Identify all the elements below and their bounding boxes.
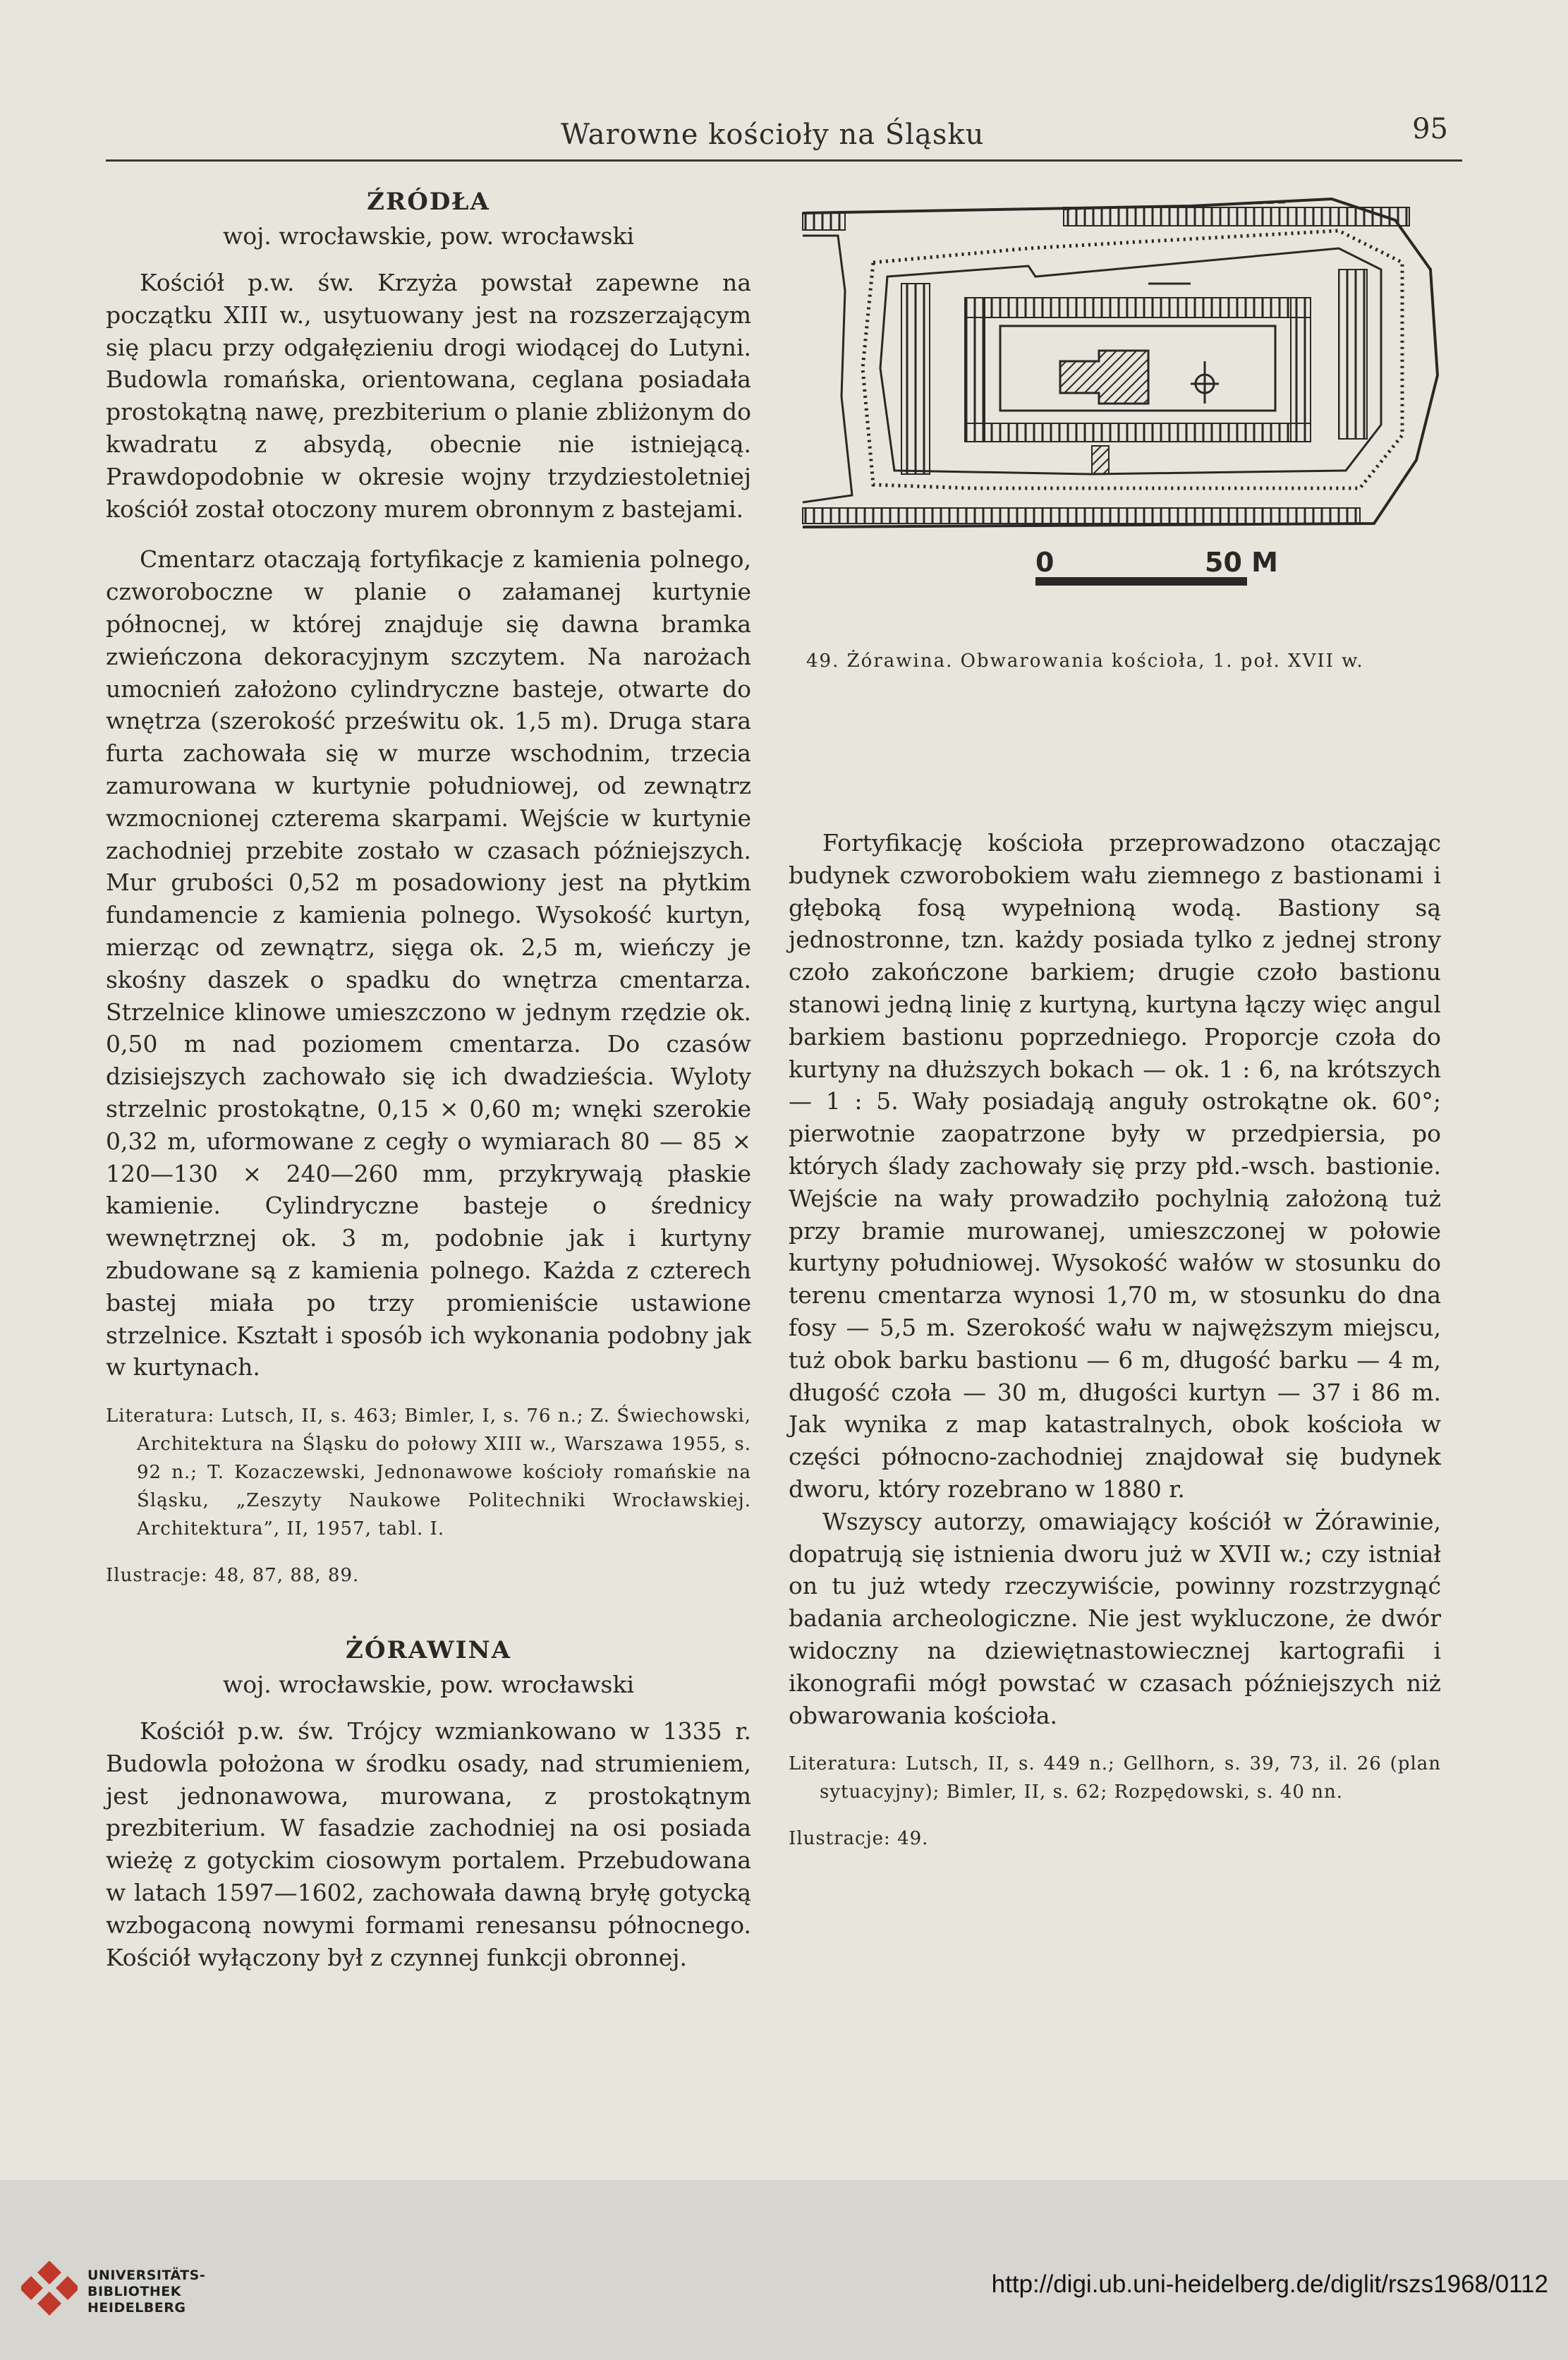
- running-header: [106, 113, 1462, 162]
- scale-start-label: 0: [1035, 547, 1055, 578]
- section-subheading-zorawina: woj. wrocławskie, pow. wrocławski: [222, 1671, 635, 1699]
- zrodla-paragraph-2: Cmentarz otaczają fortyfikacje z kamienia polnego, czworoboczne w planie o załamanej kurtynie północnej, w której znajduje się dawna bramka zwieńczona dekoracyjnym szczytem. Na narożach umocnień założono cylindryczne basteje, otwarte do wnętrza (szerokość prześwitu ok. 1,5 m). Druga stara furta zachowała się w murze wschodnim, trzecia zamurowana w kurtynie południowej, od zewnątrz wzmocnionej czterema skarpami. Wejście w kurtynie zachodniej przebite zostało w czasach późniejszych. Mur grubości 0,52 m posadowiony jest na płytkim fundamencie z kamienia polnego. Wysokość kurtyn, mierząc od zewnątrz, sięga ok. 2,5 m, wieńczy je skośny daszek o spadku do wnętrza cmentarza. Strzelnice klinowe umieszczono w jednym rzędzie ok. 0,50 m nad poziomem cmentarza. Do czasów dzisiejszych zachowało się ich dwadzieścia. Wyloty strzelnic prostokątne, 0,15 × 0,60 m; wnęki szerokie 0,32 m, uformowane z cegły o wymiarach 80 — 85 × 120—130 × 240—260 mm, przykrywają płaskie kamienie. Cylindryczne basteje o średnicy wewnętrznej ok. 3 m, podobnie jak i kurtyny zbudowane są z kamienia polnego. Każda z czterech bastej miała po trzy promieniście ustawione strzelnice. Kształt i sposób ich wykonania podobny jak w kurtynach.: [106, 545, 751, 1381]
- right-column: [789, 827, 1441, 1853]
- zrodla-illustrations: Ilustracje: 48, 87, 88, 89.: [106, 1565, 360, 1587]
- left-column: [106, 185, 751, 1973]
- section-subheading-zrodla: woj. wrocławskie, pow. wrocławski: [222, 222, 635, 250]
- zrodla-paragraph-1: Kościół p.w. św. Krzyża powstał zapewne na początku XIII w., usytuowany jest na rozszerzającym się placu przy odgałęzieniu drogi wiodącej do Lutyni. Budowla romańska, orientowana, ceglana posiadała prostokątną nawę, prezbiterium o planie zbliżonym do kwadratu z absydą, obecnie nie istniejącą. Prawdopodobnie w okresie wojny trzydziestoletniej kościół został otoczony murem obronnym z bastejami.: [106, 269, 751, 523]
- page-number: 95: [1412, 113, 1448, 145]
- library-name: UNIVERSITÄTS- BIBLIOTHEK HEIDELBERG: [87, 2268, 206, 2316]
- zorawina-illustrations: Ilustracje: 49.: [789, 1828, 929, 1850]
- scale-end-label: 50 M: [1205, 547, 1278, 578]
- zorawina-paragraph-2: Fortyfikację kościoła przeprowadzono otaczając budynek czworobokiem wału ziemnego z bastionami i głęboką fosą wypełnioną wodą. Bastiony są jednostronne, tzn. każdy posiada tylko z jednej strony czoło zakończone barkiem; drugie czoło bastionu stanowi jedną linię z kurtyną, kurtyna łączy więc angul barkiem bastionu poprzedniego. Proporcje czoła do kurtyny na dłuższych bokach — ok. 1 : 6, na krótszych — 1 : 5. Wały posiadają anguły ostrokątne ok. 60°; pierwotnie zaopatrzone były w przedpiersia, po których ślady zachowały się przy płd.-wsch. bastionie. Wejście na wały prowadziło pochylnią założoną tuż przy bramie murowanej, umieszczonej w połowie kurtyny południowej. Wysokość wałów w stosunku do terenu cmentarza wynosi 1,70 m, w stosunku do dna fosy — 5,5 m. Szerokość wału w najwęższym miejscu, tuż obok barku bastionu — 6 m, długość barku — 4 m, długość czoła — 30 m, długości kurtyn — 37 i 86 m. Jak wynika z map katastralnych, obok kościoła w części północno-zachodniej znajdował się budynek dworu, który rozebrano w 1880 r.: [789, 829, 1441, 1503]
- library-footer: [0, 2180, 1568, 2360]
- section-heading-zrodla: ŹRÓDŁA: [367, 188, 490, 216]
- zorawina-paragraph-1: Kościół p.w. św. Trójcy wzmiankowano w 1335 r. Budowla położona w środku osady, nad strumieniem, jest jednonawowa, murowana, z prostokątnym prezbiterium. W fasadzie zachodniej na osi posiada wieżę z gotyckim ciosowym portalem. Przebudowana w latach 1597—1602, zachowała dawną bryłę gotycką wzbogaconą nowymi formami renesansu północnego. Kościół wyłączony był z czynnej funkcji obronnej.: [106, 1717, 751, 1971]
- fortification-plan-figure: [796, 192, 1455, 615]
- zrodla-literature: Literatura: Lutsch, II, s. 463; Bimler, I, s. 76 n.; Z. Świechowski, Architektura na Śląsku do połowy XIII w., Warszawa 1955, s. 92 n.; T. Kozaczewski, Jednonawowe kościoły romańskie na Śląsku, „Zeszyty Naukowe Politechniki Wrocławskiej. Architektura”, II, 1957, tabl. I.: [106, 1405, 751, 1540]
- source-url-link[interactable]: http://digi.ub.uni-heidelberg.de/diglit/rszs1968/0112: [991, 2270, 1548, 2298]
- figure-caption: 49. Żórawina. Obwarowania kościoła, 1. poł. XVII w.: [806, 650, 1364, 672]
- scale-bar: [1035, 577, 1247, 586]
- running-title: Warowne kościoły na Śląsku: [561, 119, 985, 151]
- section-heading-zorawina: ŻÓRAWINA: [346, 1636, 511, 1665]
- zorawina-literature: Literatura: Lutsch, II, s. 449 n.; Gellhorn, s. 39, 73, il. 26 (plan sytuacyjny); Bimler, II, s. 62; Rozpędowski, s. 40 nn.: [789, 1753, 1441, 1803]
- university-library-logo-icon: [21, 2261, 78, 2318]
- zorawina-paragraph-3: Wszyscy autorzy, omawiający kościół w Żórawinie, dopatrują się istnienia dworu już w XVII w.; czy istniał on tu już wtedy rzeczywiście, powinny rozstrzygnąć badania archeologiczne. Nie jest wykluczone, że dwór widoczny na dziewiętnastowiecznej kartografii i ikonografii mógł powstać w czasach późniejszych niż obwarowania kościoła.: [789, 1507, 1441, 1729]
